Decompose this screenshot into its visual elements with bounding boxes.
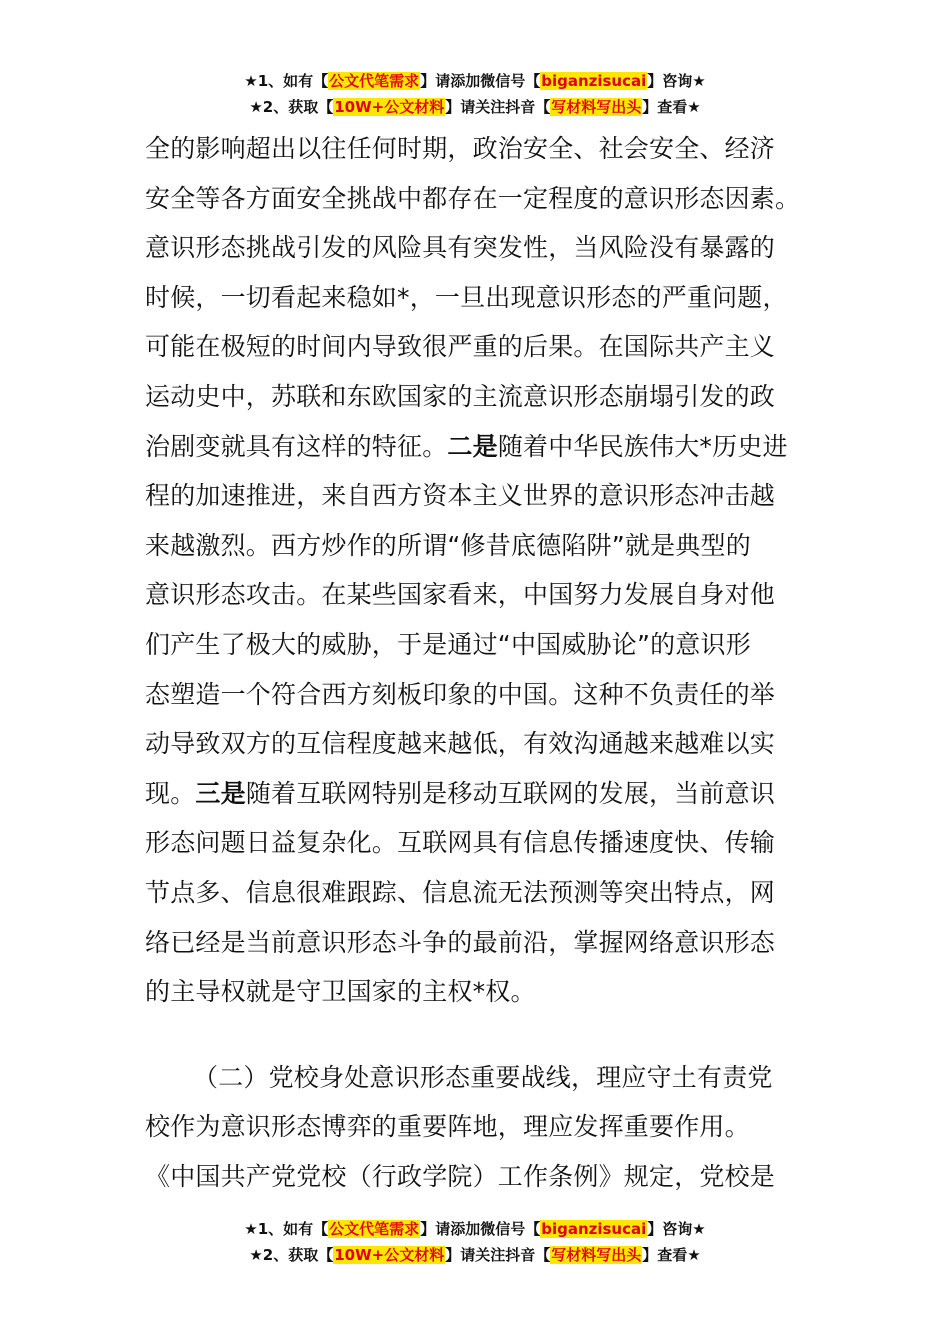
banner-highlight-wechat-id: biganzisucai — [541, 1220, 647, 1238]
text-line: 程的加速推进，来自西方资本主义世界的意识形态冲击越 — [145, 481, 776, 511]
banner-highlight-wechat-id: biganzisucai — [541, 72, 647, 90]
text-line: 全的影响超出以往任何时期，政治安全、社会安全、经济 — [145, 134, 776, 163]
banner-text: ★1、如有【 — [244, 1220, 329, 1238]
text-line: 动导致双方的互信程度越来越低，有效沟通越来越难以实 — [145, 729, 776, 759]
text-line: 意识形态攻击。在某些国家看来，中国努力发展自身对他 — [145, 580, 776, 610]
text-line: 来越激烈。西方炒作的所谓“修昔底德陷阱”就是典型的 — [145, 530, 751, 560]
banner-text: 】请关注抖音【 — [445, 98, 551, 116]
text-line: 安全等各方面安全挑战中都存在一定程度的意识形态因素。 — [145, 183, 801, 213]
banner-text: 】请添加微信号【 — [420, 1220, 541, 1238]
text-line: 运动史中，苏联和东欧国家的主流意识形态崩塌引发的政 — [145, 381, 776, 411]
banner-line-2 — [0, 94, 950, 120]
banner-text: 】咨询★ — [647, 1220, 706, 1238]
section-heading-line: （二）党校身处意识形态重要战线，理应守土有责党 — [193, 1062, 773, 1092]
banner-text: 】请添加微信号【 — [420, 72, 541, 90]
text-run: 治剧变就具有这样的特征。 — [145, 431, 448, 461]
banner-highlight: 公文代笔需求 — [329, 72, 420, 90]
footer-banner — [0, 1216, 950, 1268]
banner-line-1 — [0, 1216, 950, 1242]
text-run: 现。 — [145, 778, 196, 808]
banner-text: 】查看★ — [642, 1246, 701, 1264]
banner-text: ★1、如有【 — [244, 72, 329, 90]
text-line: 校作为意识形态博弈的重要阵地，理应发挥重要作用。 — [145, 1112, 750, 1142]
banner-text: 】查看★ — [642, 98, 701, 116]
text-line: 态塑造一个符合西方刻板印象的中国。这种不负责任的举 — [145, 679, 776, 709]
banner-highlight: 公文代笔需求 — [329, 1220, 420, 1238]
bold-marker: 二是 — [447, 431, 498, 461]
text-line — [145, 769, 805, 819]
banner-text: ★2、获取【 — [249, 1246, 334, 1264]
text-run: 随着中华民族伟大*历史进 — [497, 431, 788, 461]
banner-highlight-douyin: 写材料写出头 — [551, 98, 642, 116]
text-line: 意识形态挑战引发的风险具有突发性，当风险没有暴露的 — [145, 233, 776, 263]
banner-line-2 — [0, 1242, 950, 1268]
text-line: 《中国共产党党校（行政学院）工作条例》规定，党校是 — [145, 1161, 776, 1191]
banner-highlight-douyin: 写材料写出头 — [551, 1246, 642, 1264]
header-banner — [0, 68, 950, 120]
text-line: 节点多、信息很难跟踪、信息流无法预测等突出特点，网 — [145, 877, 776, 907]
text-line: 的主导权就是守卫国家的主权*权。 — [145, 977, 536, 1007]
banner-highlight: 10W+公文材料 — [334, 1246, 445, 1264]
bold-marker: 三是 — [195, 778, 246, 808]
banner-text: 】咨询★ — [647, 72, 706, 90]
text-run: 随着互联网特别是移动互联网的发展，当前意识 — [245, 778, 776, 808]
document-body — [145, 124, 805, 1201]
text-line: 络已经是当前意识形态斗争的最前沿，掌握网络意识形态 — [145, 927, 776, 957]
text-line: 形态问题日益复杂化。互联网具有信息传播速度快、传输 — [145, 828, 776, 858]
text-line: 们产生了极大的威胁，于是通过“中国威胁论”的意识形 — [145, 629, 751, 659]
banner-line-1 — [0, 68, 950, 94]
text-line: 时候，一切看起来稳如*，一旦出现意识形态的严重问题， — [145, 282, 788, 312]
text-line: 可能在极短的时间内导致很严重的后果。在国际共产主义 — [145, 332, 776, 362]
banner-text: 】请关注抖音【 — [445, 1246, 551, 1264]
banner-text: ★2、获取【 — [249, 98, 334, 116]
banner-highlight: 10W+公文材料 — [334, 98, 445, 116]
text-line — [145, 422, 805, 472]
